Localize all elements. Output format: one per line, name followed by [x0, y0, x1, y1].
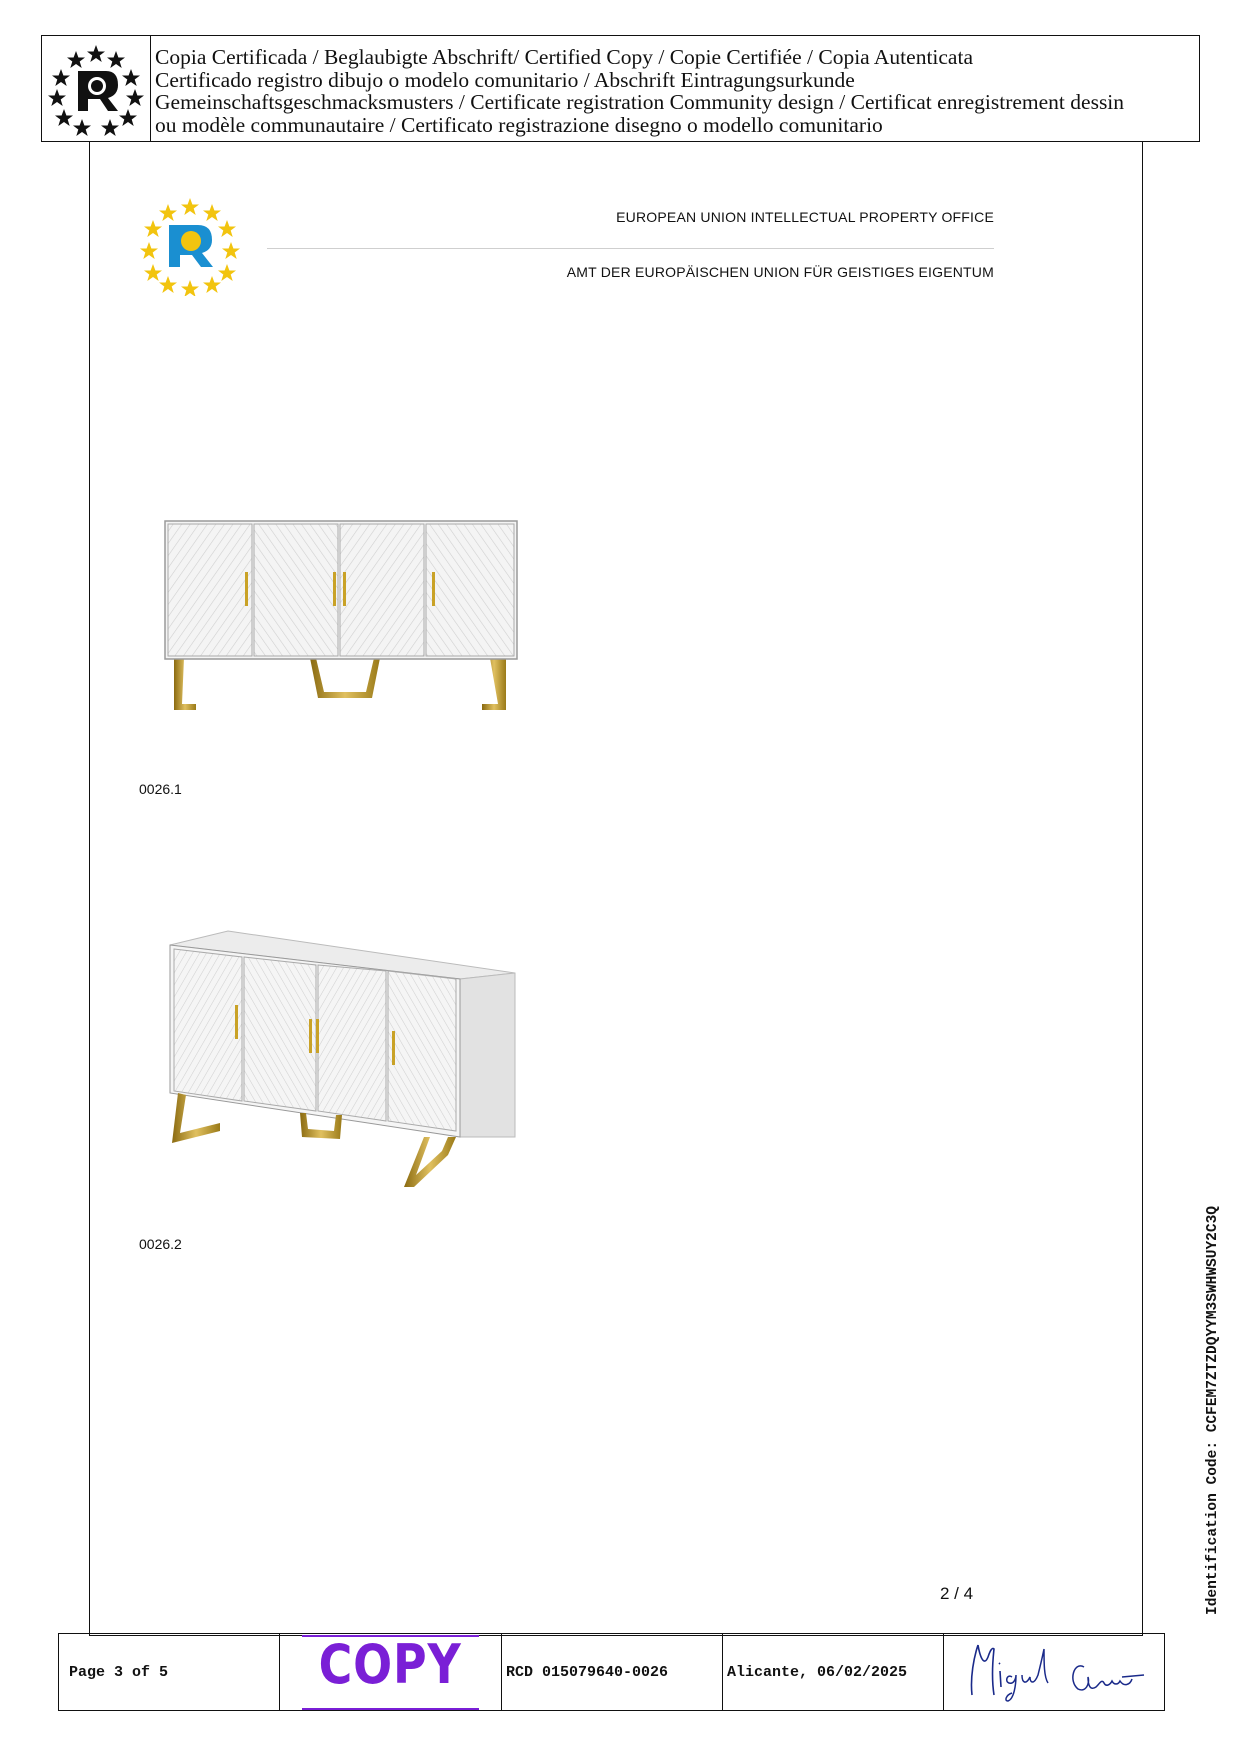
footer-page-number: Page 3 of 5 — [59, 1634, 280, 1710]
footer-rcd-number: RCD 015079640-0026 — [502, 1634, 723, 1710]
certificate-title — [151, 36, 1124, 141]
certificate-header — [41, 35, 1200, 142]
sideboard-perspective-view — [160, 925, 520, 1195]
identification-code: Identification Code: CCFEM7ZTZDQYYM3SWHWSUY2C3Q — [1205, 1206, 1221, 1615]
document-frame — [89, 142, 1143, 1636]
certificate-title-line: Copia Certificada / Beglaubigte Abschrift/ Certified Copy / Copie Certifiée / Copia Autenticata — [155, 45, 973, 69]
page-indicator: 2 / 4 — [940, 1584, 974, 1603]
copy-stamp — [280, 1634, 502, 1710]
footer-place-date: Alicante, 06/02/2025 — [723, 1634, 944, 1710]
eu-stars-r-emblem-icon — [42, 36, 151, 141]
certificate-title-line: Gemeinschaftsgeschmacksmusters / Certificate registration Community design / Certificat enregistrement dessin — [155, 90, 1125, 114]
view-caption: 0026.2 — [139, 1236, 182, 1252]
certificate-title-line: ou modèle communautaire / Certificato registrazione disegno o modello comunitario — [155, 112, 883, 137]
copy-stamp-text: COPY — [319, 1632, 462, 1696]
office-name-de: AMT DER EUROPÄISCHEN UNION FÜR GEISTIGES EIGENTUM — [566, 264, 994, 280]
office-divider — [267, 248, 994, 249]
handwritten-signature-icon — [944, 1634, 1164, 1710]
certificate-title-line: Certificado registro dibujo o modelo comunitario / Abschrift Eintragungsurkunde — [155, 67, 855, 92]
office-name-en: EUROPEAN UNION INTELLECTUAL PROPERTY OFFICE — [616, 209, 994, 225]
euipo-logo-icon — [140, 196, 240, 296]
sideboard-front-view — [160, 518, 520, 718]
certificate-footer — [58, 1633, 1165, 1711]
view-caption: 0026.1 — [139, 781, 182, 797]
